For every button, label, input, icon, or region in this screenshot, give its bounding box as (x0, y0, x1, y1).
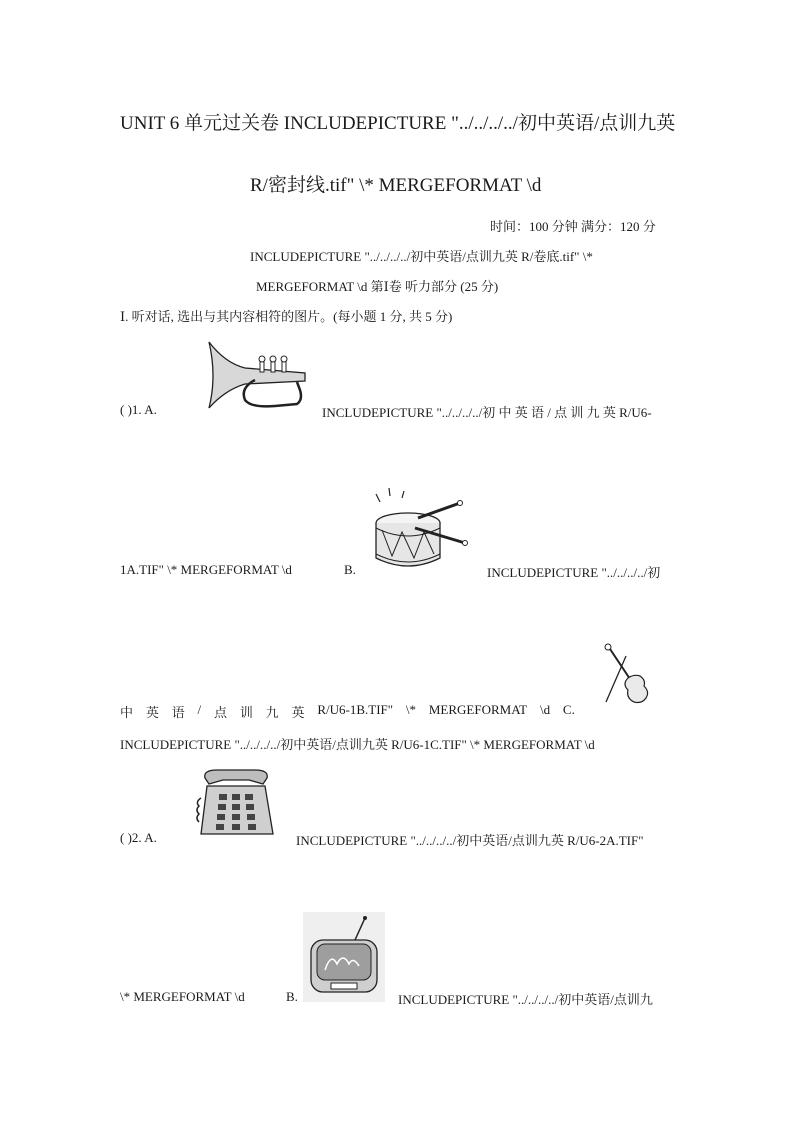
q1-path-b-part: 九 (265, 705, 279, 720)
q1-path-b-part: 训 (239, 705, 253, 720)
q2-path-b-line-1: INCLUDEPICTURE "../../../../初中英语/点训九 (398, 992, 653, 1007)
q1-answer-bracket[interactable]: ( )1. A. (120, 402, 157, 417)
q1-path-b-part: / (197, 702, 202, 717)
title-line-2: R/密封线.tif" \* MERGEFORMAT \d (250, 175, 542, 196)
q1-path-b-part: MERGEFORMAT (428, 702, 528, 717)
q2-path-a-line-2: \* MERGEFORMAT \d (120, 989, 245, 1004)
title-line-1: UNIT 6 单元过关卷 INCLUDEPICTURE "../../../../初中英语/点训九英 (120, 113, 676, 134)
q1-path-b-part: 英 (291, 705, 305, 720)
time-score: 时间：100 分钟 满分：120 分 (490, 219, 656, 234)
q1-path-c: INCLUDEPICTURE "../../../../初中英语/点训九英 R/U6-1C.TIF" \* MERGEFORMAT \d (120, 737, 595, 752)
television-image (303, 912, 385, 1002)
section-header-line-2: MERGEFORMAT \d 第Ⅰ卷 听力部分 (25 分) (256, 279, 499, 294)
q1-path-b-line-2 (120, 702, 575, 721)
trumpet-image (205, 338, 310, 413)
q2-option-b-label: B. (286, 989, 298, 1004)
q1-path-b-part: 中 (120, 705, 134, 720)
q1-path-b-part: 英 (145, 705, 159, 720)
q1-path-b-part: \* (405, 702, 417, 717)
q1-path-a-line-1: INCLUDEPICTURE "../../../../初 中 英 语 / 点 训 九 英 R/U6- (322, 405, 652, 420)
telephone-image (193, 768, 278, 838)
section-header-line-1: INCLUDEPICTURE "../../../../初中英语/点训九英 R/卷底.tif" \* (250, 249, 593, 264)
q1-path-b-part: \d (539, 702, 551, 717)
q2-answer-bracket[interactable]: ( )2. A. (120, 830, 157, 845)
violin-image (598, 642, 658, 707)
q1-path-b-part: 语 (171, 705, 185, 720)
q1-path-b-part: 点 (213, 705, 227, 720)
q2-path-a-line-1: INCLUDEPICTURE "../../../../初中英语/点训九英 R/U6-2A.TIF" (296, 833, 644, 848)
q1-option-c-label: C. (562, 702, 575, 717)
q1-path-a-line-2: 1A.TIF" \* MERGEFORMAT \d (120, 562, 292, 577)
q1-option-b-label: B. (344, 562, 356, 577)
drum-image (370, 488, 470, 573)
q1-path-b-part: R/U6-1B.TIF" (317, 702, 394, 717)
q1-path-b-line-1: INCLUDEPICTURE "../../../../初 (487, 565, 661, 580)
part1-instruction: Ⅰ. 听对话, 选出与其内容相符的图片。(每小题 1 分, 共 5 分) (120, 309, 453, 324)
